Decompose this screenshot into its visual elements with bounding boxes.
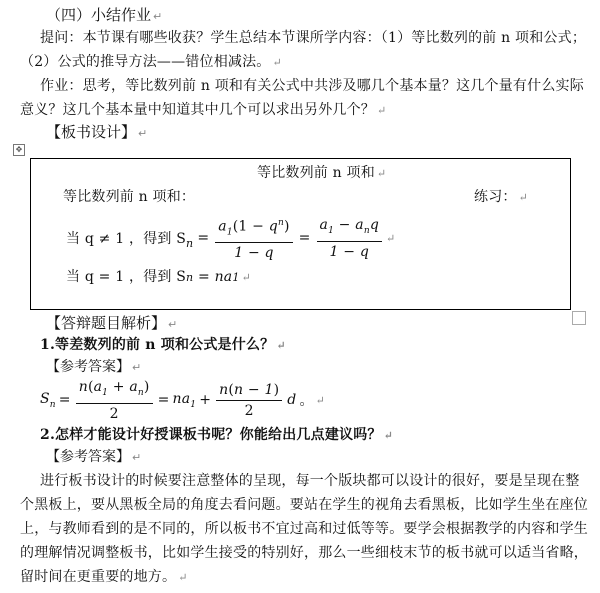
answer-line-5: 留时间在更重要的地方。 ↵ bbox=[20, 569, 188, 585]
board-box-title: 等比数列前 n 项和 ↵ bbox=[257, 165, 387, 181]
reference-answer-2-label: 【参考答案】 ↵ bbox=[46, 449, 142, 465]
summary-line-2: （2）公式的推导方法——错位相减法。 ↵ bbox=[20, 54, 282, 70]
section-title: （四）小结作业 ↵ bbox=[46, 6, 163, 24]
formula-case-1-label: 当 q ≠ 1 ，得到 S bbox=[66, 231, 187, 248]
board-right-label: 练习： ↵ bbox=[474, 189, 529, 205]
fraction-4: $\frac{n(n - 1)}{2}$ bbox=[216, 381, 282, 420]
question-2: 2.怎样才能设计好授课板书呢？你能给出几点建议吗？ ↵ bbox=[40, 427, 394, 443]
summary-line-1: 提问：本节课有哪些收获？学生总结本节课所学内容：（1）等比数列的前 n 项和公式； bbox=[40, 30, 587, 46]
formula-case-2: 当 q = 1 ，得到 Sn = na1 ↵ bbox=[66, 269, 251, 285]
formula-case-1: 当 q ≠ 1 ，得到 S n = $\frac{a_1(1 - q^n)}{1 - q}$ = $\frac{a_1 - a_nq}{1 - q}$ ↵ bbox=[66, 214, 395, 262]
answer-line-3: 上，与教师看到的是不同的，所以板书不宜过高和过低等等。要学会根据教学的内容和学生 bbox=[20, 521, 588, 537]
table-move-handle-icon[interactable]: ✥ bbox=[13, 144, 25, 156]
reference-answer-1-label: 【参考答案】 ↵ bbox=[46, 359, 142, 375]
fraction-3: $\frac{n(a_1 + a_n)}{2}$ bbox=[76, 378, 153, 423]
board-left-label: 等比数列前 n 项和： bbox=[63, 189, 196, 205]
fraction-1: $\frac{a_1(1 - q^n)}{1 - q}$ bbox=[215, 214, 292, 262]
question-1: 1.等差数列的前 n 项和公式是什么？ ↵ bbox=[40, 337, 286, 353]
homework-line-1: 作业：思考，等比数列前 n 项和有关公式中共涉及哪几个基本量？这几个量有什么实际 bbox=[40, 78, 584, 94]
fraction-2: $\frac{a_1 - a_nq}{1 - q}$ bbox=[317, 216, 382, 261]
answer-line-2: 个黑板上，要从黑板全局的角度去看问题。要站在学生的视角去看黑板，比如学生坐在座位 bbox=[20, 497, 588, 513]
table-resize-handle[interactable] bbox=[572, 311, 586, 325]
arithmetic-sum-formula: $S_n$ = $\frac{n(a_1 + a_n)}{2}$ = $na_1$ + $\frac{n(n - 1)}{2}$ d 。 ↵ bbox=[40, 379, 326, 422]
homework-line-2: 意义？这几个基本量中知道其中几个可以求出另外几个？ ↵ bbox=[20, 102, 387, 118]
answer-line-4: 的理解情况调整板书，比如学生接受的特别好，那么一些细枝末节的板书就可以适当省略， bbox=[20, 545, 588, 561]
answer-line-1: 进行板书设计的时候要注意整体的呈现，每一个版块都可以设计的很好，要是呈现在整 bbox=[40, 473, 580, 489]
board-heading: 【板书设计】 ↵ bbox=[46, 123, 148, 141]
qa-heading: 【答辩题目解析】 ↵ bbox=[46, 314, 178, 332]
